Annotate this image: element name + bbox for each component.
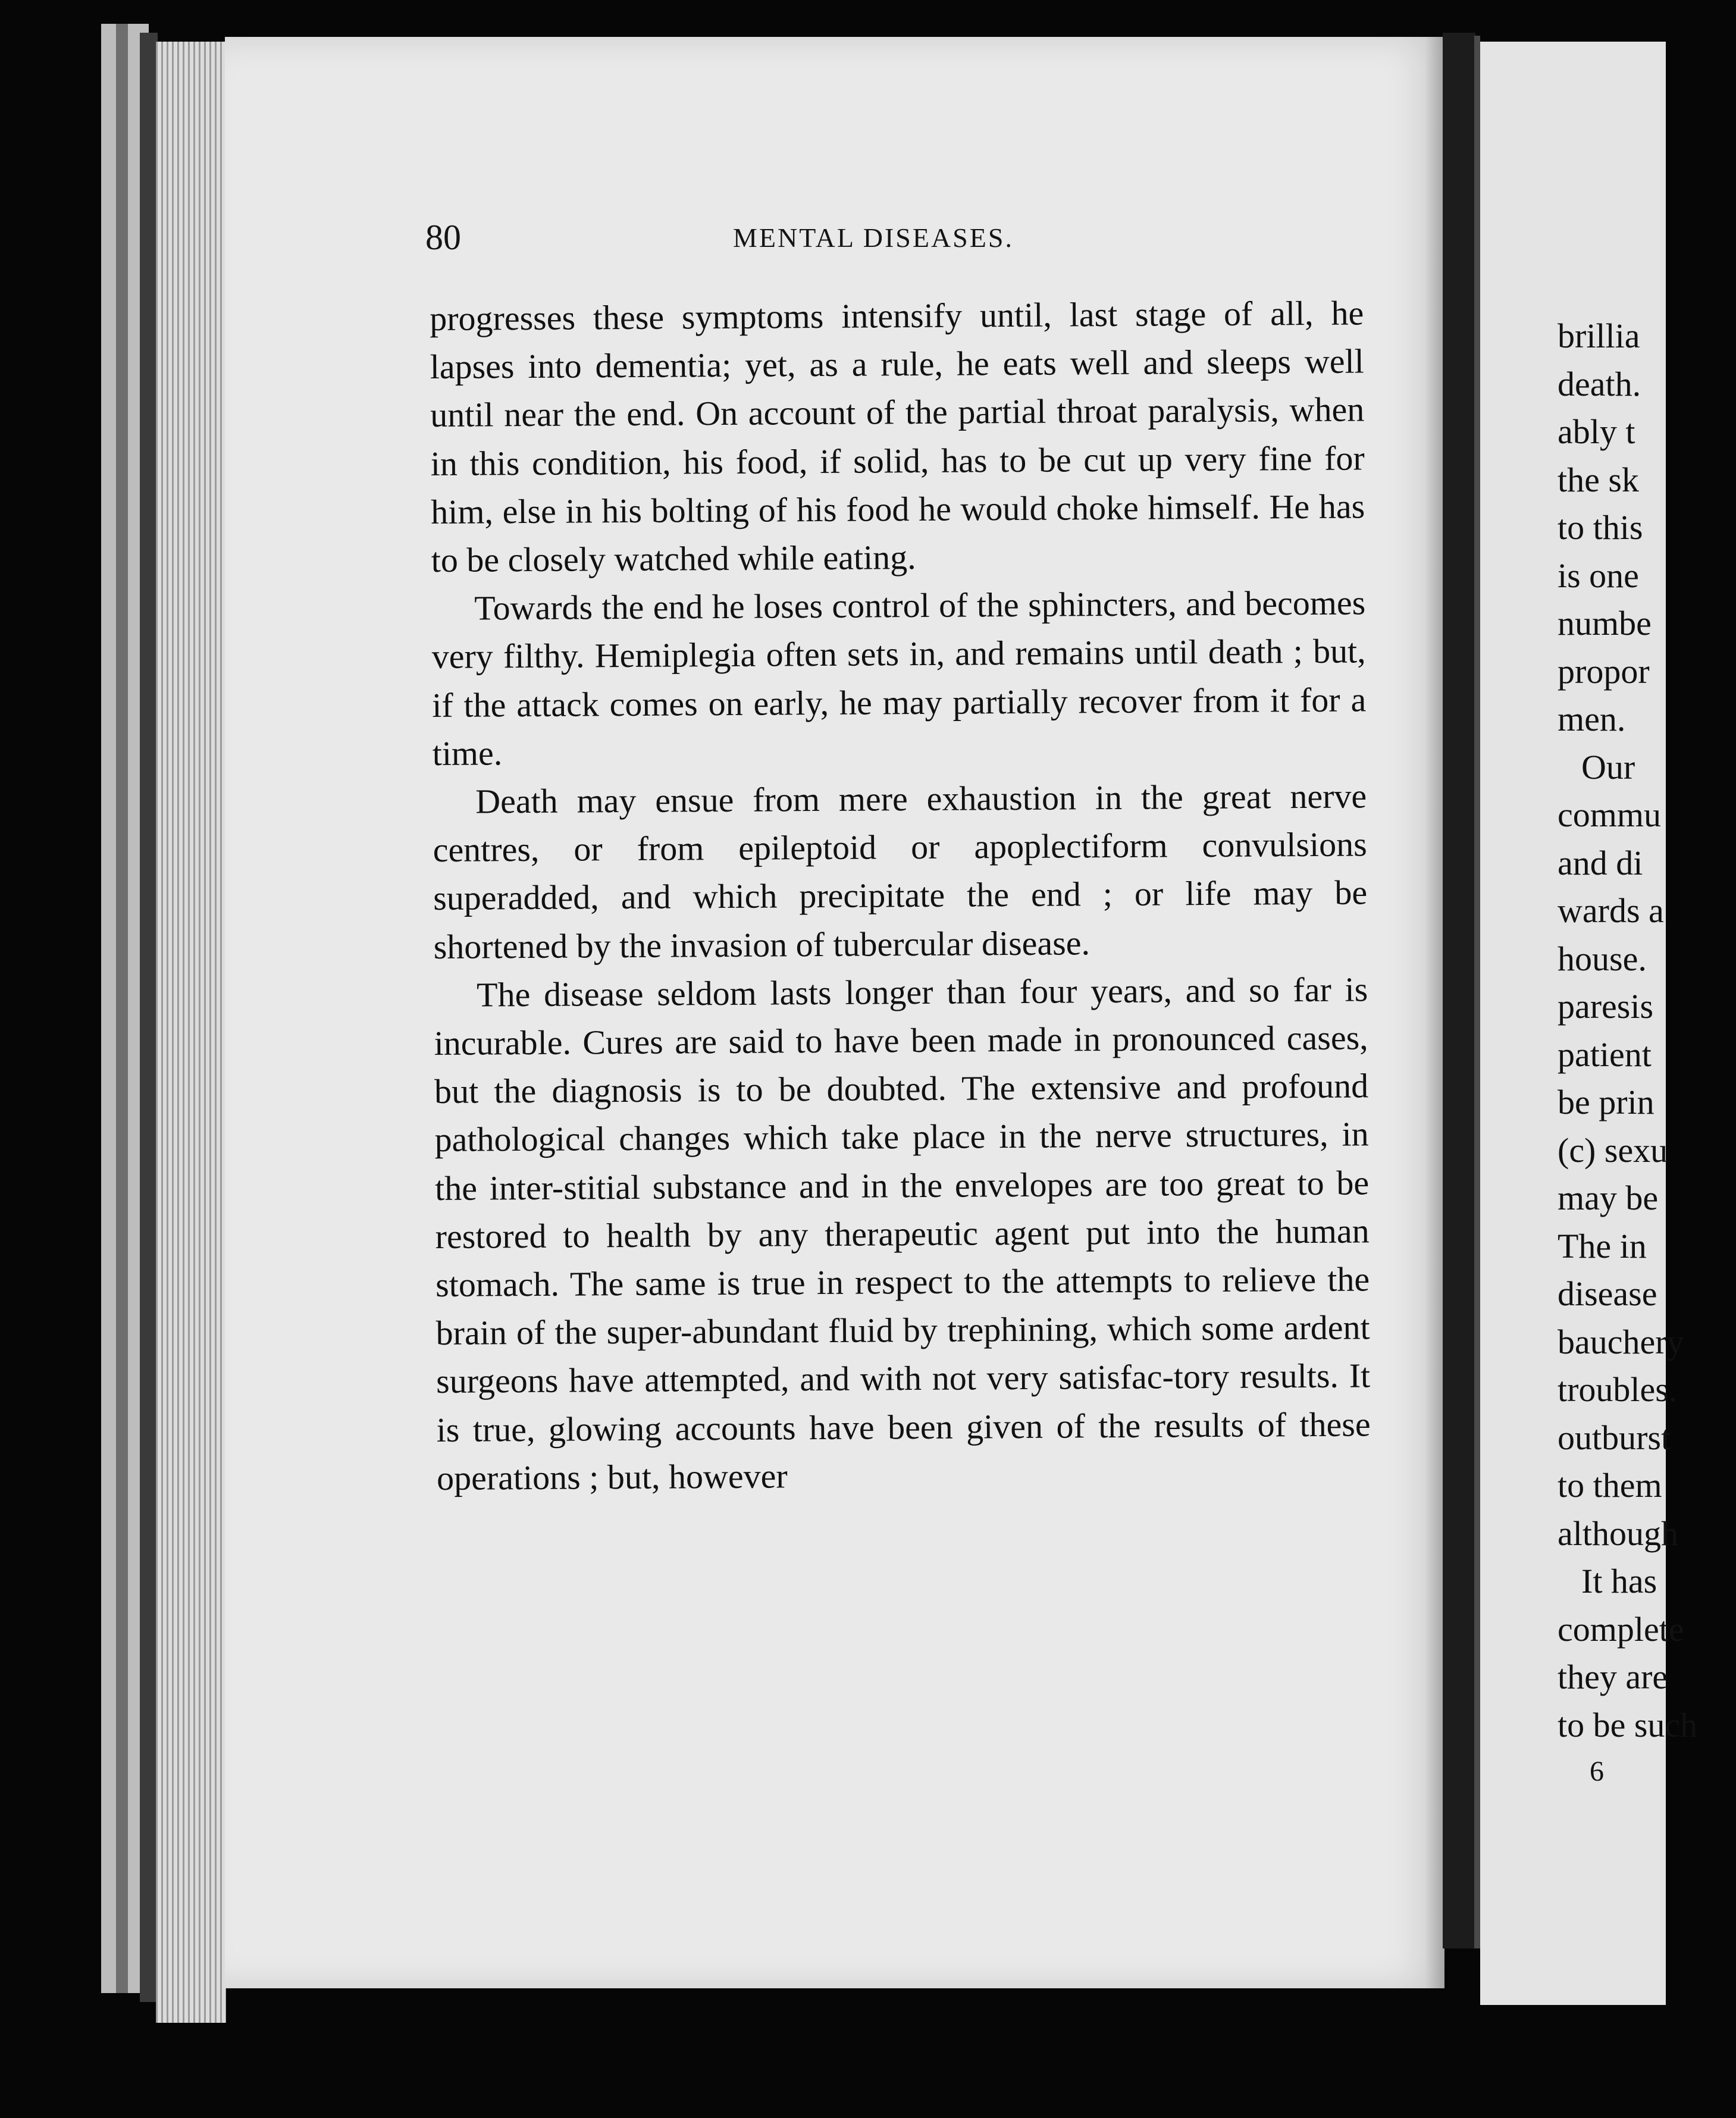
text-line: death. (1558, 364, 1641, 403)
page-edges (156, 42, 226, 2023)
text-line: to them (1558, 1466, 1662, 1505)
text-line: troubles. (1558, 1370, 1678, 1409)
text-line: they are (1558, 1658, 1668, 1696)
text-line: wards a (1558, 891, 1664, 930)
text-line: is one (1558, 556, 1639, 595)
text-line: and di (1558, 843, 1643, 882)
text-line: commu (1558, 795, 1661, 834)
paragraph: Death may ensue from mere exhaustion in the great nerve centres, or from epileptoid or apoplectiform convulsions superadded, and which precipitate the end ; or life may be shortened by the invasion of tubercular disease. (433, 776, 1368, 966)
text-line: outburst (1558, 1418, 1671, 1457)
text-line: Our (1581, 747, 1635, 787)
text-line: brillia (1558, 317, 1640, 355)
text-line: paresis (1558, 987, 1654, 1026)
text-line: (c) sexu (1558, 1130, 1668, 1170)
book-spine-edge (1474, 36, 1480, 1948)
text-line: the sk (1558, 460, 1639, 499)
book-spine (1443, 33, 1475, 1948)
text-line: to this (1558, 508, 1643, 547)
page-number: 80 (425, 218, 461, 257)
text-line: house. (1558, 939, 1647, 978)
signature-mark: 6 (1590, 1756, 1604, 1787)
paragraph: The disease seldom lasts longer than four years, and so far is incurable. Cures are said to have been made in pronounced cases, but the diagnosis is to be doubted. The extensive and profound pathological changes which take place in the nerve structures, in the inter-stitial substance and in the envelopes are too great to be restored to health by any therapeutic agent put into the human stomach. The same is true in respect to the attempts to relieve the brain of the super-abundant fluid by trephining, which some ardent surgeons have attempted, and with not very satisfac-tory results. It is true, glowing accounts have been given of the results of these operations ; but, however (434, 970, 1371, 1497)
text-line: may be (1558, 1179, 1659, 1217)
text-line: The in (1558, 1226, 1647, 1265)
page-header (0, 217, 1666, 265)
body-text (430, 289, 1371, 1502)
right-page-text (1558, 312, 1736, 1749)
text-line: patient (1558, 1035, 1652, 1074)
text-line: numbe (1558, 604, 1652, 643)
text-line: to be such (1558, 1705, 1698, 1744)
text-line: complete (1558, 1609, 1684, 1649)
book-edge-shadow (116, 24, 128, 1993)
text-line: It has (1581, 1562, 1657, 1600)
paragraph: progresses these symptoms intensify until, last stage of all, he lapses into dementia; yet, as a rule, he eats well and sleeps well until near the end. On account of the partial throat paralysis, when in this condition, his food, if solid, has to be cut up very fine for him, else in his bolting of his food he would choke himself. He has to be closely watched while eating. (430, 293, 1365, 580)
text-line: propor (1558, 651, 1650, 691)
text-line: although (1558, 1514, 1678, 1553)
text-line: men. (1558, 700, 1626, 738)
book-edge-shadow (140, 33, 158, 2002)
text-line: disease (1558, 1274, 1657, 1313)
text-line: ably t (1558, 412, 1635, 451)
text-line: be prin (1558, 1083, 1654, 1121)
running-head: MENTAL DISEASES. (733, 223, 1014, 253)
text-line: bauchery (1558, 1322, 1684, 1361)
paragraph: Towards the end he loses control of the sphincters, and becomes very filthy. Hemiplegia often sets in, and remains until death ; but, if the attack comes on early, he may partially recover from it for a time. (431, 583, 1367, 773)
